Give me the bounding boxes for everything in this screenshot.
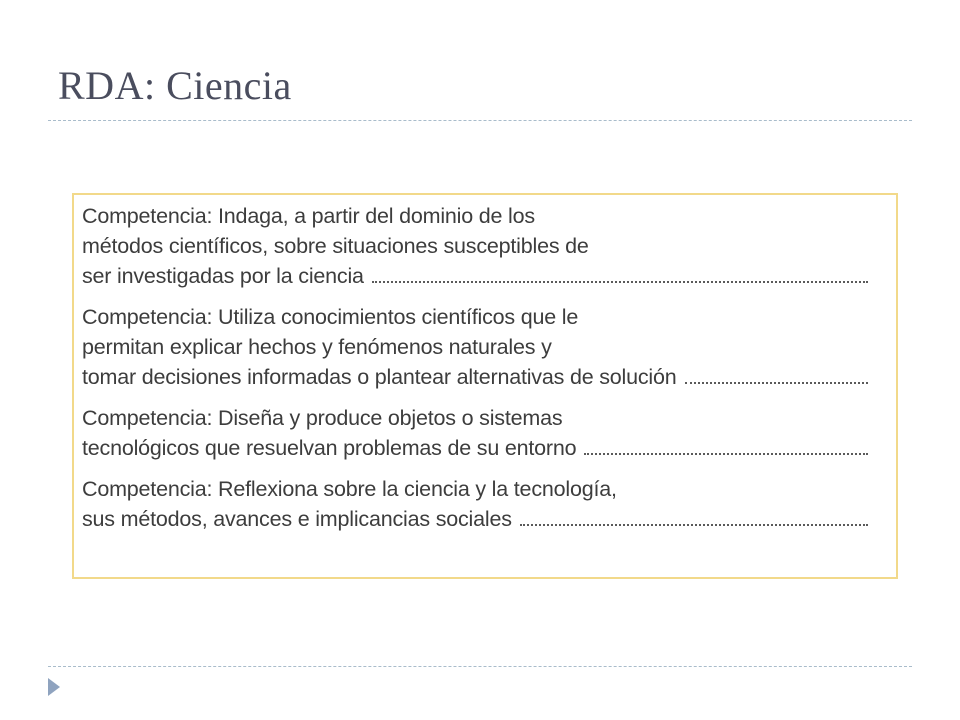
competencia-item xyxy=(82,403,868,463)
footer-divider xyxy=(48,666,912,667)
slide-title: RDA: Ciencia xyxy=(58,63,292,108)
competencias-box xyxy=(72,193,898,579)
title-divider xyxy=(48,120,912,121)
competencia-line: ser investigadas por la ciencia xyxy=(82,261,868,291)
competencia-line: sus métodos, avances e implicancias sociales xyxy=(82,504,868,534)
competencia-line: Competencia: Diseña y produce objetos o sistemas xyxy=(82,406,563,430)
dotted-leader xyxy=(520,524,868,526)
dotted-leader xyxy=(372,281,868,283)
competencia-line: Competencia: Indaga, a partir del dominio de los xyxy=(82,204,535,228)
competencia-item xyxy=(82,474,868,534)
competencia-line: métodos científicos, sobre situaciones susceptibles de xyxy=(82,234,589,258)
competencia-label: Competencia xyxy=(82,305,207,329)
competencia-line: Competencia: Utiliza conocimientos científicos que le xyxy=(82,305,579,329)
competencia-item xyxy=(82,201,868,291)
competencia-label: Competencia xyxy=(82,204,207,228)
competencia-line: tomar decisiones informadas o plantear alternativas de solución xyxy=(82,362,868,392)
competencia-line: permitan explicar hechos y fenómenos naturales y xyxy=(82,335,552,359)
dotted-leader xyxy=(685,382,868,384)
competencia-label: Competencia xyxy=(82,406,207,430)
competencia-item xyxy=(82,302,868,392)
competencia-line: Competencia: Reflexiona sobre la ciencia y la tecnología, xyxy=(82,477,617,501)
triangle-right-icon xyxy=(48,678,60,696)
competencia-label: Competencia xyxy=(82,477,207,501)
dotted-leader xyxy=(584,453,868,455)
competencia-line: tecnológicos que resuelvan problemas de su entorno xyxy=(82,433,868,463)
